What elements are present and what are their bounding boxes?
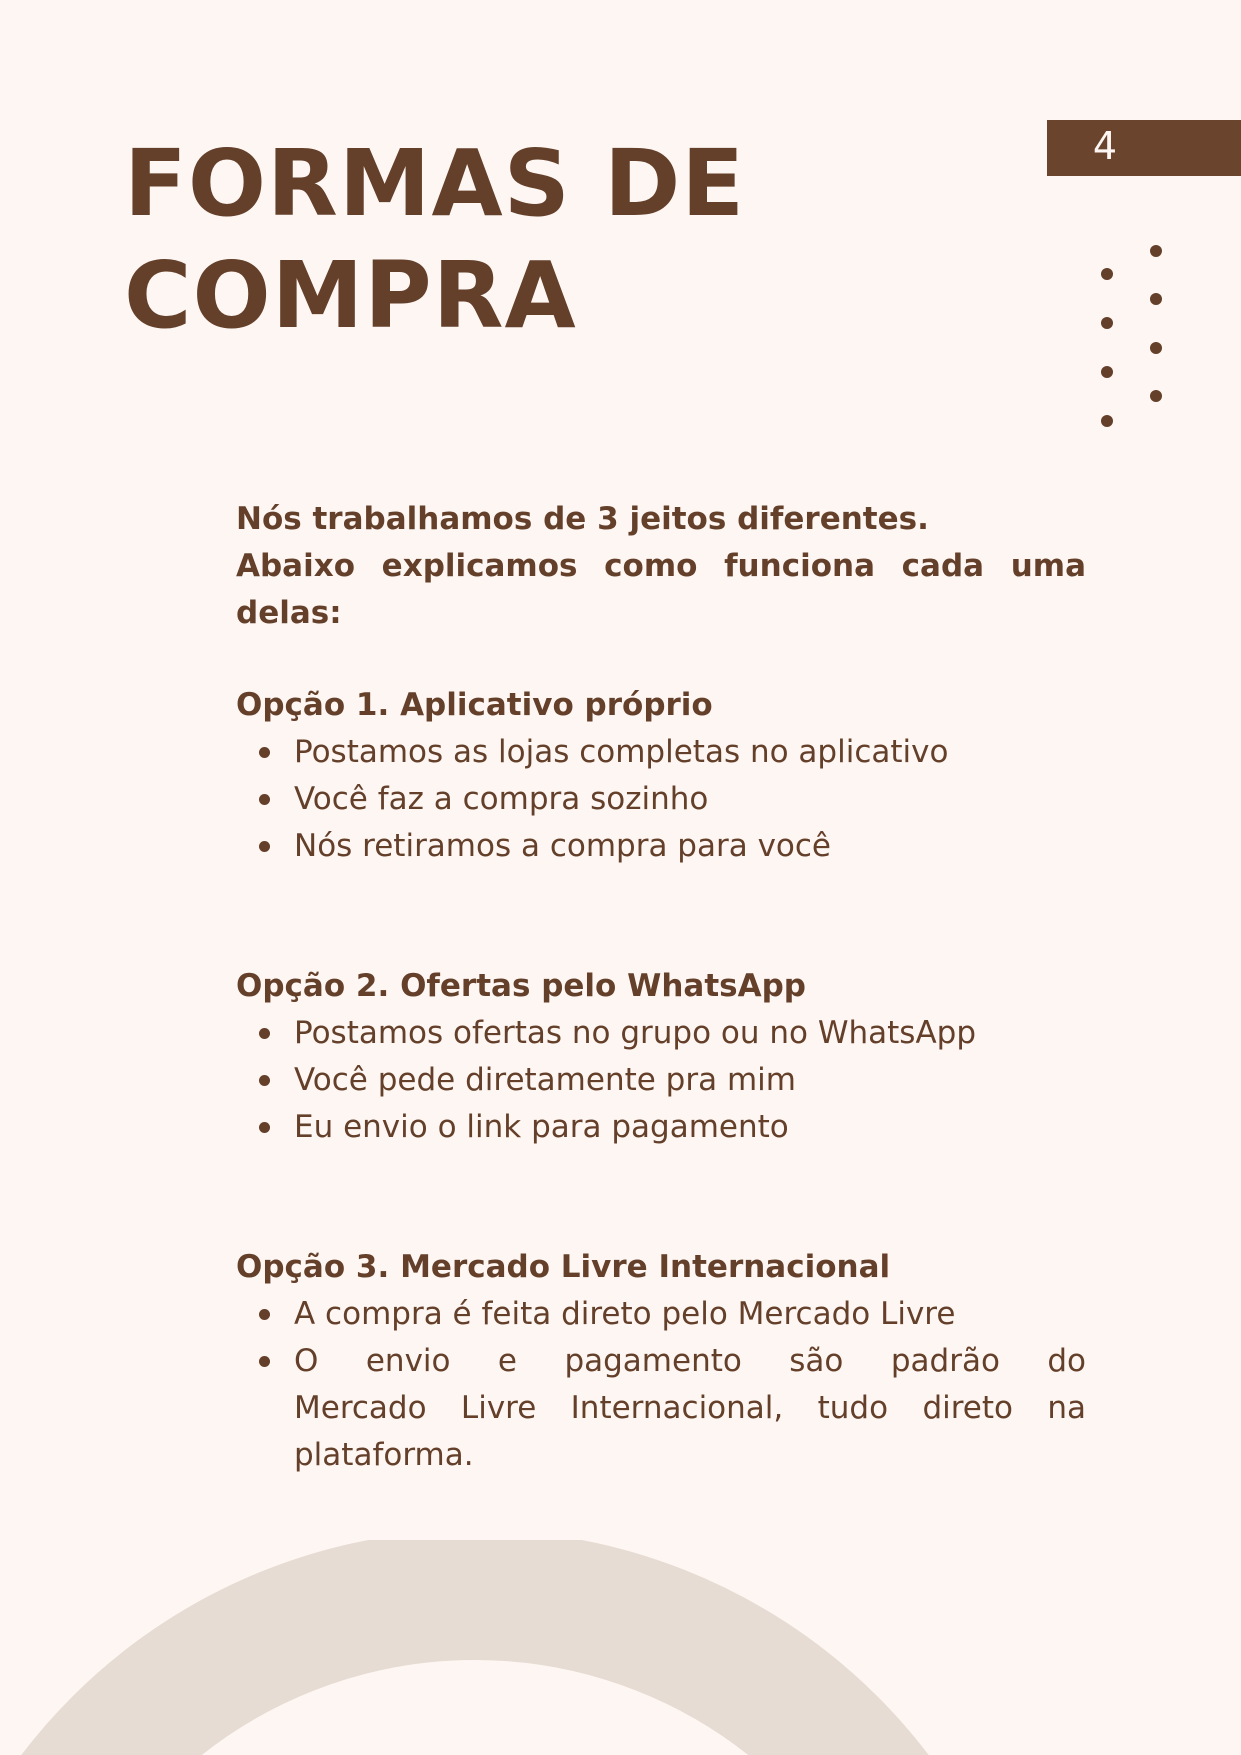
list-item-text: Postamos as lojas completas no aplicativo <box>294 734 949 770</box>
option-2-list <box>236 1010 1086 1151</box>
option-2-section <box>236 963 1086 1151</box>
option-1-heading: Opção 1. Aplicativo próprio <box>236 687 713 723</box>
list-item-text: Nós retiramos a compra para você <box>294 828 832 864</box>
list-item-text: Postamos ofertas no grupo ou no WhatsApp <box>294 1015 977 1051</box>
list-item <box>236 823 1086 870</box>
bullet-icon <box>259 1356 270 1367</box>
option-3-section <box>236 1244 1086 1479</box>
list-item-text: Você faz a compra sozinho <box>294 781 709 817</box>
bullet-icon <box>259 747 270 758</box>
bullet-icon <box>259 1309 270 1320</box>
bullet-icon <box>259 1075 270 1086</box>
list-item <box>236 1291 1086 1338</box>
page-number: 4 <box>1092 124 1118 168</box>
list-item <box>236 1010 1086 1057</box>
list-item <box>236 776 1086 823</box>
list-item <box>236 729 1086 776</box>
bullet-icon <box>259 841 270 852</box>
list-item <box>236 1338 1086 1479</box>
dots-pattern-icon <box>1090 235 1170 435</box>
option-3-heading: Opção 3. Mercado Livre Internacional <box>236 1249 891 1285</box>
title-line-1: FORMAS DE <box>124 130 746 237</box>
page-number-tab <box>1047 120 1241 176</box>
title-line-2: COMPRA <box>124 242 577 349</box>
option-1-section <box>236 682 1086 870</box>
intro-line-1: Nós trabalhamos de 3 jeitos diferentes. <box>236 501 929 537</box>
option-3-list <box>236 1291 1086 1479</box>
list-item-text: Você pede diretamente pra mim <box>294 1062 796 1098</box>
main-content <box>236 496 1086 1473</box>
list-item <box>236 1104 1086 1151</box>
page-title <box>124 128 745 352</box>
list-item <box>236 1057 1086 1104</box>
decorative-arc <box>0 1540 1241 1755</box>
bullet-icon <box>259 1122 270 1133</box>
list-item-text: Eu envio o link para pagamento <box>294 1109 789 1145</box>
intro-paragraph <box>236 496 1086 637</box>
bullet-icon <box>259 1028 270 1039</box>
intro-line-2: Abaixo explicamos como funciona cada uma delas: <box>236 548 1086 631</box>
list-item-text: O envio e pagamento são padrão do Mercado Livre Internacional, tudo direto na plataforma. <box>294 1343 1086 1473</box>
option-2-heading: Opção 2. Ofertas pelo WhatsApp <box>236 968 806 1004</box>
option-1-list <box>236 729 1086 870</box>
bullet-icon <box>259 794 270 805</box>
list-item-text: A compra é feita direto pelo Mercado Livre <box>294 1296 956 1332</box>
